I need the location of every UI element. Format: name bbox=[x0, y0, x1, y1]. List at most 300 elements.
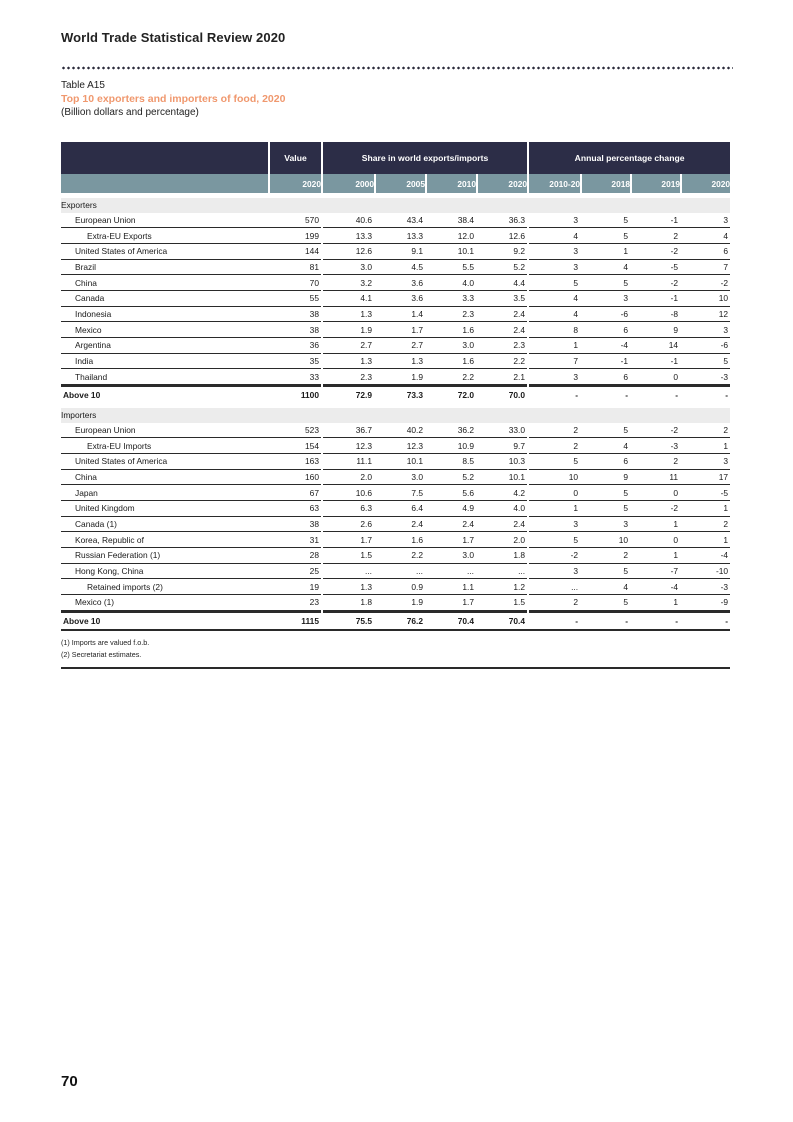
table-cell: 12.0 bbox=[425, 228, 476, 244]
table-cell: - bbox=[630, 385, 680, 403]
total-row bbox=[61, 611, 730, 629]
table-cell: 3.0 bbox=[425, 548, 476, 564]
row-label: Hong Kong, China bbox=[61, 564, 268, 580]
table-cell: 25 bbox=[268, 564, 321, 580]
section-title: Importers bbox=[61, 408, 730, 423]
year-header: 2020 bbox=[680, 174, 730, 193]
table-row bbox=[61, 275, 730, 291]
table-cell: -4 bbox=[580, 338, 630, 354]
table-cell: 154 bbox=[268, 438, 321, 454]
section-title: Exporters bbox=[61, 198, 730, 213]
table-cell: 5 bbox=[580, 595, 630, 611]
table-cell: 5.6 bbox=[425, 485, 476, 501]
year-header: 2020 bbox=[476, 174, 527, 193]
table-cell: 11.1 bbox=[323, 454, 374, 470]
table-cell: 2.1 bbox=[476, 369, 527, 385]
table-cell: 1.5 bbox=[323, 548, 374, 564]
table-units: (Billion dollars and percentage) bbox=[61, 107, 199, 118]
table-title: Top 10 exporters and importers of food, 2020 bbox=[61, 93, 286, 105]
table-cell: -3 bbox=[680, 369, 730, 385]
table-cell: 12.6 bbox=[476, 228, 527, 244]
table-cell: 5.5 bbox=[425, 260, 476, 276]
table-cell: 1 bbox=[630, 548, 680, 564]
note: (1) Imports are valued f.o.b. bbox=[61, 638, 150, 647]
table-cell: 10.1 bbox=[425, 244, 476, 260]
table-cell: 4.2 bbox=[476, 485, 527, 501]
table-cell: 12 bbox=[680, 307, 730, 323]
row-label: Canada (1) bbox=[61, 517, 268, 533]
table-cell: 8.5 bbox=[425, 454, 476, 470]
table-cell: 7.5 bbox=[374, 485, 425, 501]
total-row bbox=[61, 385, 730, 403]
year-header: 2005 bbox=[374, 174, 425, 193]
table-cell: -1 bbox=[580, 354, 630, 370]
table-row bbox=[61, 470, 730, 486]
table-cell: 28 bbox=[268, 548, 321, 564]
table-cell: 5 bbox=[580, 213, 630, 229]
table-cell: 3.2 bbox=[323, 275, 374, 291]
table-row bbox=[61, 595, 730, 611]
header-change: Annual percentage change bbox=[529, 142, 730, 174]
row-label: India bbox=[61, 354, 268, 370]
row-label: Brazil bbox=[61, 260, 268, 276]
table-cell: 72.9 bbox=[323, 385, 374, 403]
year-header: 2000 bbox=[323, 174, 374, 193]
running-head: World Trade Statistical Review 2020 bbox=[61, 30, 286, 45]
table-cell: 5 bbox=[529, 454, 580, 470]
table-cell: 1 bbox=[630, 517, 680, 533]
table-cell: 2.4 bbox=[476, 307, 527, 323]
table-cell: 1 bbox=[630, 595, 680, 611]
table-row bbox=[61, 369, 730, 385]
table-cell: 3.3 bbox=[425, 291, 476, 307]
table-cell: 31 bbox=[268, 532, 321, 548]
table-cell: 2.0 bbox=[323, 470, 374, 486]
row-label: Extra-EU Imports bbox=[61, 438, 268, 454]
table-row bbox=[61, 291, 730, 307]
table-cell: 2 bbox=[529, 595, 580, 611]
table-cell: 5 bbox=[529, 532, 580, 548]
table-cell: 8 bbox=[529, 322, 580, 338]
table-cell: -2 bbox=[529, 548, 580, 564]
table-cell: 0 bbox=[529, 485, 580, 501]
table-cell: 0 bbox=[630, 369, 680, 385]
table-cell: 38 bbox=[268, 322, 321, 338]
table-cell: 6 bbox=[580, 454, 630, 470]
table-row bbox=[61, 213, 730, 229]
table-cell: 5.2 bbox=[476, 260, 527, 276]
table-cell: 5 bbox=[580, 485, 630, 501]
table-row bbox=[61, 517, 730, 533]
table-cell: 1 bbox=[680, 438, 730, 454]
table-cell: 0 bbox=[630, 485, 680, 501]
table-cell: -6 bbox=[580, 307, 630, 323]
table-cell: 5.2 bbox=[425, 470, 476, 486]
table-cell: 19 bbox=[268, 579, 321, 595]
table-cell: 2 bbox=[680, 423, 730, 439]
row-label: Above 10 bbox=[61, 611, 268, 629]
table-cell: 10 bbox=[529, 470, 580, 486]
table-cell: ... bbox=[476, 564, 527, 580]
table-cell: 1 bbox=[680, 501, 730, 517]
table-cell: -1 bbox=[630, 354, 680, 370]
table-cell: ... bbox=[425, 564, 476, 580]
table-cell: 14 bbox=[630, 338, 680, 354]
table-cell: 5 bbox=[580, 423, 630, 439]
table-cell: 1.7 bbox=[425, 595, 476, 611]
table-cell: 6 bbox=[580, 369, 630, 385]
row-label: Argentina bbox=[61, 338, 268, 354]
table-cell: 3 bbox=[680, 213, 730, 229]
table-row bbox=[61, 532, 730, 548]
table-cell: 9.7 bbox=[476, 438, 527, 454]
table-cell: -1 bbox=[630, 291, 680, 307]
table-cell: 523 bbox=[268, 423, 321, 439]
table-cell: - bbox=[630, 611, 680, 629]
table-cell: 38.4 bbox=[425, 213, 476, 229]
table-cell: 2.2 bbox=[425, 369, 476, 385]
table-cell: -7 bbox=[630, 564, 680, 580]
table-cell: 1115 bbox=[268, 611, 321, 629]
section-header-row bbox=[61, 198, 730, 213]
table-cell: 4.0 bbox=[425, 275, 476, 291]
table-cell: 38 bbox=[268, 517, 321, 533]
table-cell: 70.4 bbox=[425, 611, 476, 629]
table-cell: ... bbox=[323, 564, 374, 580]
table-cell: 2.6 bbox=[323, 517, 374, 533]
row-label: China bbox=[61, 275, 268, 291]
table-notes bbox=[61, 637, 730, 661]
table-cell: 3.5 bbox=[476, 291, 527, 307]
table-cell: 3 bbox=[680, 454, 730, 470]
row-label: Indonesia bbox=[61, 307, 268, 323]
note: (2) Secretariat estimates. bbox=[61, 650, 142, 659]
table-row bbox=[61, 454, 730, 470]
year-header: 2019 bbox=[630, 174, 680, 193]
table-cell: - bbox=[529, 385, 580, 403]
table-row bbox=[61, 501, 730, 517]
table-cell: 10.6 bbox=[323, 485, 374, 501]
table-cell: 163 bbox=[268, 454, 321, 470]
table-cell: 10 bbox=[580, 532, 630, 548]
table-cell: 70.4 bbox=[476, 611, 527, 629]
table-cell: 4 bbox=[580, 260, 630, 276]
table-cell: -2 bbox=[630, 501, 680, 517]
table-cell: 1.7 bbox=[425, 532, 476, 548]
table-cell: 1.3 bbox=[323, 354, 374, 370]
table-cell: 2.4 bbox=[476, 322, 527, 338]
table-cell: 144 bbox=[268, 244, 321, 260]
table-cell: 5 bbox=[529, 275, 580, 291]
table-cell: 1.3 bbox=[323, 579, 374, 595]
table-cell: 4 bbox=[580, 579, 630, 595]
table-cell: 3 bbox=[529, 564, 580, 580]
table-cell: ... bbox=[374, 564, 425, 580]
table-cell: 33.0 bbox=[476, 423, 527, 439]
row-label: Mexico (1) bbox=[61, 595, 268, 611]
table-cell: ... bbox=[529, 579, 580, 595]
table-cell: 3 bbox=[580, 517, 630, 533]
table-cell: 3 bbox=[529, 369, 580, 385]
table-cell: -5 bbox=[680, 485, 730, 501]
row-label: European Union bbox=[61, 423, 268, 439]
table-cell: 1 bbox=[529, 338, 580, 354]
table-cell: 35 bbox=[268, 354, 321, 370]
table-cell: -2 bbox=[630, 244, 680, 260]
table-cell: 5 bbox=[680, 354, 730, 370]
table-cell: 1.3 bbox=[323, 307, 374, 323]
table-cell: 1.6 bbox=[425, 322, 476, 338]
table-row bbox=[61, 438, 730, 454]
table-cell: 4 bbox=[529, 291, 580, 307]
table-cell: 1.8 bbox=[323, 595, 374, 611]
table-cell: 63 bbox=[268, 501, 321, 517]
table-cell: 2.2 bbox=[374, 548, 425, 564]
table-cell: 33 bbox=[268, 369, 321, 385]
section-header-row bbox=[61, 408, 730, 423]
year-header: 2018 bbox=[580, 174, 630, 193]
header-row-years bbox=[61, 174, 730, 193]
table-cell: -5 bbox=[630, 260, 680, 276]
table-cell: 2 bbox=[529, 423, 580, 439]
table-cell: 1.5 bbox=[476, 595, 527, 611]
table-cell: 2 bbox=[529, 438, 580, 454]
table-cell: 1.6 bbox=[374, 532, 425, 548]
table-cell: - bbox=[580, 611, 630, 629]
table-row bbox=[61, 548, 730, 564]
header-blank bbox=[61, 142, 268, 174]
table-cell: 36 bbox=[268, 338, 321, 354]
table-cell: 1.2 bbox=[476, 579, 527, 595]
table-cell: 1 bbox=[580, 244, 630, 260]
table-cell: -6 bbox=[680, 338, 730, 354]
table-cell: -2 bbox=[630, 423, 680, 439]
table-cell: -3 bbox=[680, 579, 730, 595]
table-cell: 10.3 bbox=[476, 454, 527, 470]
table-cell: -8 bbox=[630, 307, 680, 323]
table-cell: 67 bbox=[268, 485, 321, 501]
row-label: Thailand bbox=[61, 369, 268, 385]
table-cell: 4.0 bbox=[476, 501, 527, 517]
table-cell: 2 bbox=[630, 228, 680, 244]
table-cell: 3.0 bbox=[323, 260, 374, 276]
table-cell: -3 bbox=[630, 438, 680, 454]
row-label: European Union bbox=[61, 213, 268, 229]
table-cell: 72.0 bbox=[425, 385, 476, 403]
table-cell: 81 bbox=[268, 260, 321, 276]
table-cell: 55 bbox=[268, 291, 321, 307]
table-body bbox=[61, 193, 730, 631]
table-cell: 2.7 bbox=[323, 338, 374, 354]
table-cell: 43.4 bbox=[374, 213, 425, 229]
table-cell: 2 bbox=[680, 517, 730, 533]
table-cell: 0.9 bbox=[374, 579, 425, 595]
table-cell: 12.6 bbox=[323, 244, 374, 260]
table-cell: 6.3 bbox=[323, 501, 374, 517]
table-cell: 36.7 bbox=[323, 423, 374, 439]
table-cell: -10 bbox=[680, 564, 730, 580]
table-cell: 6 bbox=[580, 322, 630, 338]
table-cell: 4 bbox=[529, 307, 580, 323]
table-cell: 7 bbox=[529, 354, 580, 370]
table-cell: 7 bbox=[680, 260, 730, 276]
table-cell: 13.3 bbox=[323, 228, 374, 244]
table-cell: -1 bbox=[630, 213, 680, 229]
table-row bbox=[61, 322, 730, 338]
table-cell: 2.3 bbox=[323, 369, 374, 385]
data-table bbox=[61, 142, 730, 631]
row-label: Korea, Republic of bbox=[61, 532, 268, 548]
table-cell: 11 bbox=[630, 470, 680, 486]
row-label: Retained imports (2) bbox=[61, 579, 268, 595]
table-cell: 3 bbox=[529, 213, 580, 229]
row-label: United Kingdom bbox=[61, 501, 268, 517]
table-row bbox=[61, 228, 730, 244]
table-cell: 1.9 bbox=[323, 322, 374, 338]
table-cell: 6 bbox=[680, 244, 730, 260]
row-label: Japan bbox=[61, 485, 268, 501]
table-cell: 2.4 bbox=[476, 517, 527, 533]
table-cell: 4.5 bbox=[374, 260, 425, 276]
table-cell: -9 bbox=[680, 595, 730, 611]
page-number: 70 bbox=[61, 1073, 78, 1090]
year-header: 2020 bbox=[268, 174, 321, 193]
table-cell: 1.8 bbox=[476, 548, 527, 564]
table-row bbox=[61, 564, 730, 580]
table-cell: 1.9 bbox=[374, 595, 425, 611]
table-cell: 1.7 bbox=[323, 532, 374, 548]
table-cell: 4.9 bbox=[425, 501, 476, 517]
row-label: Extra-EU Exports bbox=[61, 228, 268, 244]
table-cell: 9 bbox=[580, 470, 630, 486]
table-row bbox=[61, 260, 730, 276]
header-row-groups bbox=[61, 142, 730, 174]
table-cell: 70 bbox=[268, 275, 321, 291]
table-cell: 1100 bbox=[268, 385, 321, 403]
table-cell: 4 bbox=[580, 438, 630, 454]
table-row bbox=[61, 307, 730, 323]
table-cell: 3.6 bbox=[374, 291, 425, 307]
table-cell: 199 bbox=[268, 228, 321, 244]
table-row bbox=[61, 579, 730, 595]
table-cell: 10.9 bbox=[425, 438, 476, 454]
table-cell: - bbox=[680, 385, 730, 403]
table-cell: 1.1 bbox=[425, 579, 476, 595]
row-label: Canada bbox=[61, 291, 268, 307]
year-header: 2010-20 bbox=[529, 174, 580, 193]
table-cell: 3.6 bbox=[374, 275, 425, 291]
table-cell: -2 bbox=[630, 275, 680, 291]
table-cell: -2 bbox=[680, 275, 730, 291]
table-cell: 3 bbox=[529, 244, 580, 260]
table-row bbox=[61, 423, 730, 439]
table-cell: 4.1 bbox=[323, 291, 374, 307]
table-cell: - bbox=[529, 611, 580, 629]
table-cell: 5 bbox=[580, 501, 630, 517]
table-cell: 2.7 bbox=[374, 338, 425, 354]
table-cell: 9.1 bbox=[374, 244, 425, 260]
table-cell: - bbox=[680, 611, 730, 629]
table-cell: 5 bbox=[580, 564, 630, 580]
table-cell: 4 bbox=[680, 228, 730, 244]
table-row bbox=[61, 485, 730, 501]
table-cell: 10 bbox=[680, 291, 730, 307]
row-label: United States of America bbox=[61, 244, 268, 260]
table-cell: 40.6 bbox=[323, 213, 374, 229]
table-cell: 2 bbox=[580, 548, 630, 564]
table-cell: 36.2 bbox=[425, 423, 476, 439]
table-cell: 3 bbox=[529, 260, 580, 276]
table-cell: 9.2 bbox=[476, 244, 527, 260]
table-cell: 2.4 bbox=[374, 517, 425, 533]
header-value: Value bbox=[268, 142, 321, 174]
table-cell: 2.0 bbox=[476, 532, 527, 548]
table-cell: 76.2 bbox=[374, 611, 425, 629]
year-header: 2010 bbox=[425, 174, 476, 193]
header-blank-years bbox=[61, 174, 268, 193]
table-cell: 1.3 bbox=[374, 354, 425, 370]
table-cell: 38 bbox=[268, 307, 321, 323]
table-cell: 4.4 bbox=[476, 275, 527, 291]
table-cell: 2.3 bbox=[476, 338, 527, 354]
table-cell: 5 bbox=[580, 275, 630, 291]
row-label: China bbox=[61, 470, 268, 486]
table-cell: 5 bbox=[580, 228, 630, 244]
table-cell: 10.1 bbox=[374, 454, 425, 470]
table-cell: 6.4 bbox=[374, 501, 425, 517]
table-cell: 17 bbox=[680, 470, 730, 486]
table-cell: 3 bbox=[680, 322, 730, 338]
table-cell: 3 bbox=[529, 517, 580, 533]
table-cell: 40.2 bbox=[374, 423, 425, 439]
table-cell: 2.2 bbox=[476, 354, 527, 370]
table-cell: 73.3 bbox=[374, 385, 425, 403]
dotted-divider bbox=[61, 66, 733, 70]
table-cell: 1.7 bbox=[374, 322, 425, 338]
table-row bbox=[61, 338, 730, 354]
table-cell: 13.3 bbox=[374, 228, 425, 244]
table-cell: 1.9 bbox=[374, 369, 425, 385]
table-label: Table A15 bbox=[61, 80, 105, 91]
table-cell: 23 bbox=[268, 595, 321, 611]
table-cell: 1 bbox=[680, 532, 730, 548]
row-label: Above 10 bbox=[61, 385, 268, 403]
table-cell: -4 bbox=[680, 548, 730, 564]
table-cell: 2 bbox=[630, 454, 680, 470]
table-cell: 570 bbox=[268, 213, 321, 229]
header-share: Share in world exports/imports bbox=[323, 142, 527, 174]
table-cell: 2.3 bbox=[425, 307, 476, 323]
table-cell: 9 bbox=[630, 322, 680, 338]
table-cell: 36.3 bbox=[476, 213, 527, 229]
table-cell: 3.0 bbox=[425, 338, 476, 354]
row-label: Mexico bbox=[61, 322, 268, 338]
table-row bbox=[61, 354, 730, 370]
table-cell: - bbox=[580, 385, 630, 403]
table-row bbox=[61, 244, 730, 260]
table-cell: -4 bbox=[630, 579, 680, 595]
table-cell: 3 bbox=[580, 291, 630, 307]
table-cell: 3.0 bbox=[374, 470, 425, 486]
table-cell: 1 bbox=[529, 501, 580, 517]
table-cell: 2.4 bbox=[425, 517, 476, 533]
table-cell: 1.6 bbox=[425, 354, 476, 370]
table-cell: 4 bbox=[529, 228, 580, 244]
table-cell: 1.4 bbox=[374, 307, 425, 323]
table-cell: 12.3 bbox=[323, 438, 374, 454]
row-label: Russian Federation (1) bbox=[61, 548, 268, 564]
bottom-rule bbox=[61, 667, 730, 669]
